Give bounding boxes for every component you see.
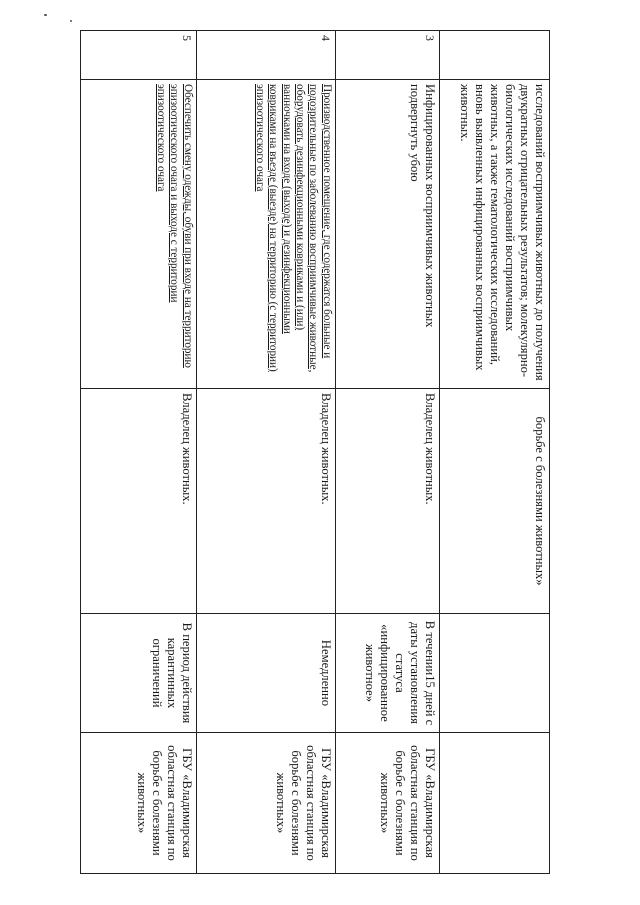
control-cell: ГБУ «Владимирская областная станция по борьбе с болезнями животных» [335,733,439,874]
deadline-cell: Немедленно [196,614,335,733]
control-cell [440,733,550,874]
row-number: 4 [196,31,335,80]
responsible-cell: Владелец животных. [81,389,197,614]
measure-cell [81,80,197,389]
table-row [440,31,550,874]
row-number: 3 [335,31,439,80]
responsible-cell: борьбе с болезнями животных» [440,389,550,614]
deadline-cell [440,614,550,733]
deadline-cell: В течении15 дней с даты установления статуса «инфицированное животное» [335,614,439,733]
deadline-cell: В период действия карантинных ограничений [81,614,197,733]
table-row [81,31,197,874]
row-number [440,31,550,80]
measure-cell [196,80,335,389]
rotated-table-container [80,30,550,866]
measures-table [80,30,550,874]
measure-text: Производственное помещение, где содержатся больные и подозрительные по заболеванию восприимчивые животные, оборудовать дезинфекционными ковриками и (или) ванночками на входе (выходе) и дезинфекционными ковриками на въезде (выезде) на территорию (с территории) эпизоотического очага [253,84,333,373]
measure-cell: исследований восприимчивых животных до получения двукратных отрицательных результатов; молекулярно-биологических исследований восприимчивых животных, а также гематологических исследований, вновь выявленных инфицированных восприимчивых животных. [440,80,550,389]
control-cell: ГБУ «Владимирская областная станция по борьбе с болезнями животных» [196,733,335,874]
control-cell: ГБУ «Владимирская областная станция по борьбе с болезнями животных» [81,733,197,874]
row-number: 5 [81,31,197,80]
table-row [335,31,439,874]
measure-text: Обеспечить смену одежды, обуви при входе на территорию эпизоотического очага и выходе с территории эпизоотического очага [155,84,194,368]
table-row [196,31,335,874]
scan-speck [70,20,72,22]
measure-cell: Инфицированных восприимчивых животных подвергнуть убою [335,80,439,389]
scan-speck [44,14,47,16]
responsible-cell: Владелец животных. [335,389,439,614]
responsible-cell: Владелец животных. [196,389,335,614]
